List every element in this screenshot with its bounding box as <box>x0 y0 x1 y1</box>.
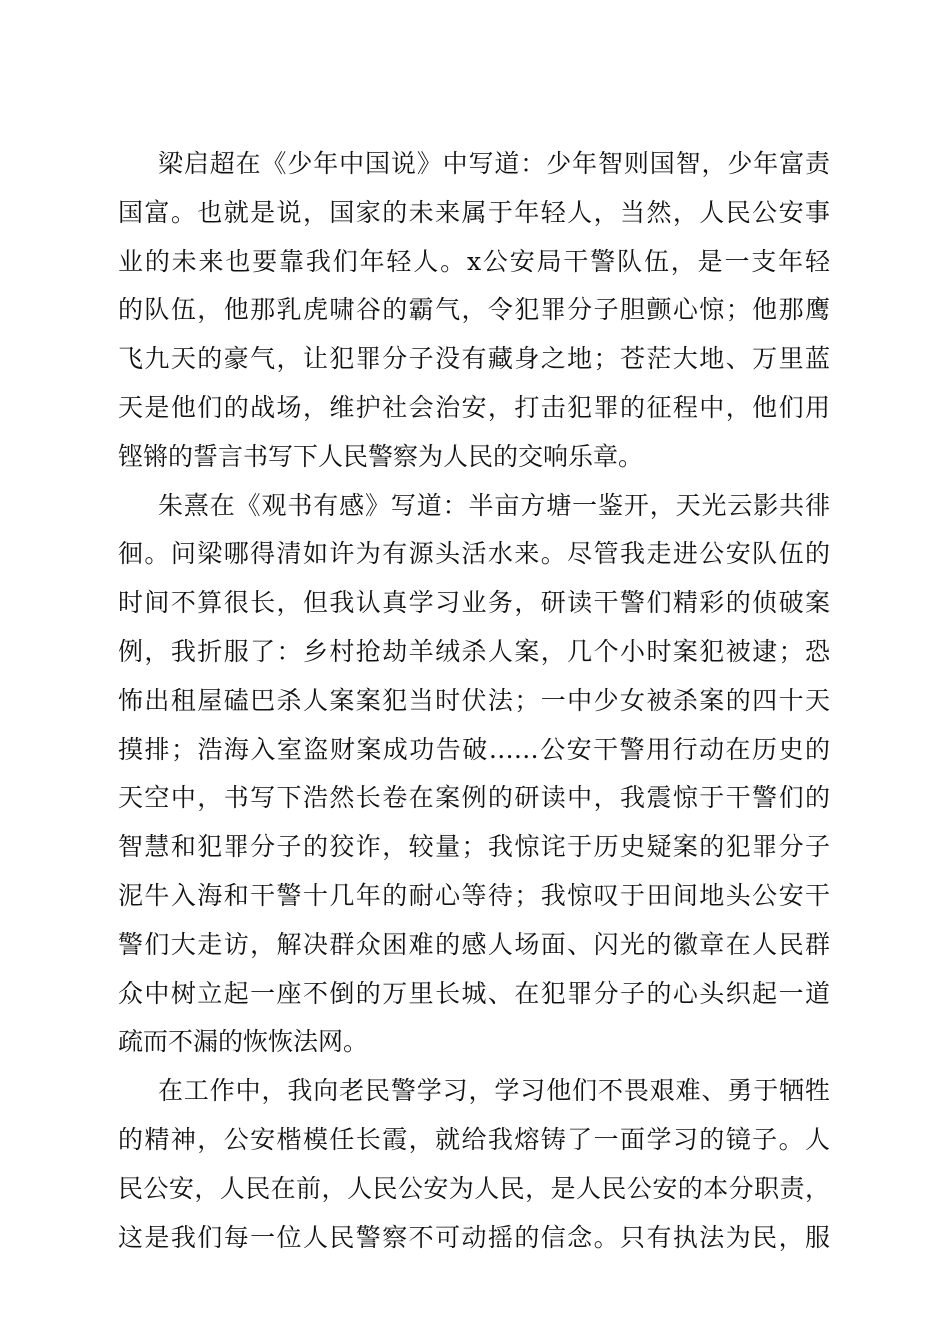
document-body <box>118 140 830 1262</box>
paragraph-1-line-7: 铿锵的誓言书写下人民警察为人民的交响乐章。 <box>118 441 644 471</box>
paragraph-2-line-10: 警们大走访，解决群众困难的感人场面、闪光的徽章在人民群 <box>118 929 830 959</box>
paragraph-2-line-7: 天空中，书写下浩然长卷在案例的研读中，我震惊于干警们的 <box>118 783 830 813</box>
paragraph-2-line-11: 众中树立起一座不倒的万里长城、在犯罪分子的心头织起一道 <box>118 978 830 1008</box>
paragraph-3-line-4: 这是我们每一位人民警察不可动摇的信念。只有执法为民，服 <box>118 1222 830 1252</box>
paragraph-2-line-8: 智慧和犯罪分子的狡诈，较量；我惊诧于历史疑案的犯罪分子 <box>118 832 830 862</box>
paragraph-3-line-3: 民公安，人民在前，人民公安为人民，是人民公安的本分职责， <box>118 1173 830 1203</box>
paragraph-1-line-1: 梁启超在《少年中国说》中写道：少年智则国智，少年富责 <box>158 149 830 178</box>
paragraph-1-line-6: 天是他们的战场，维护社会治安，打击犯罪的征程中，他们用 <box>118 392 830 422</box>
paragraph-1-line-2: 国富。也就是说，国家的未来属于年轻人，当然，人民公安事 <box>118 197 830 227</box>
paragraph-2-line-4: 例，我折服了：乡村抢劫羊绒杀人案，几个小时案犯被逮；恐 <box>118 636 830 666</box>
paragraph-1-line-4: 的队伍，他那乳虎啸谷的霸气，令犯罪分子胆颤心惊；他那鹰 <box>118 295 830 325</box>
paragraph-2-line-1: 朱熹在《观书有感》写道：半亩方塘一鉴开，天光云影共徘 <box>158 490 830 520</box>
paragraph-2-line-5: 怖出租屋磕巴杀人案案犯当时伏法；一中少女被杀案的四十天 <box>118 685 830 715</box>
paragraph-1-line-3: 业的未来也要靠我们年轻人。x公安局干警队伍，是一支年轻 <box>118 246 830 276</box>
paragraph-2-line-6: 摸排；浩海入室盗财案成功告破……公安干警用行动在历史的 <box>118 734 830 764</box>
paragraph-3-line-2: 的精神，公安楷模任长霞，就给我熔铸了一面学习的镜子。人 <box>118 1124 830 1154</box>
paragraph-2-line-9: 泥牛入海和干警十几年的耐心等待；我惊叹于田间地头公安干 <box>118 880 830 910</box>
paragraph-2-line-2: 徊。问梁哪得清如许为有源头活水来。尽管我走进公安队伍的 <box>118 539 830 569</box>
paragraph-3-line-1: 在工作中，我向老民警学习，学习他们不畏艰难、勇于牺牲 <box>158 1076 830 1106</box>
paragraph-2-line-3: 时间不算很长，但我认真学习业务，研读干警们精彩的侦破案 <box>118 588 830 618</box>
paragraph-1-line-5: 飞九天的豪气，让犯罪分子没有藏身之地；苍茫大地、万里蓝 <box>118 344 830 374</box>
paragraph-2-line-12: 疏而不漏的恢恢法网。 <box>118 1027 369 1057</box>
